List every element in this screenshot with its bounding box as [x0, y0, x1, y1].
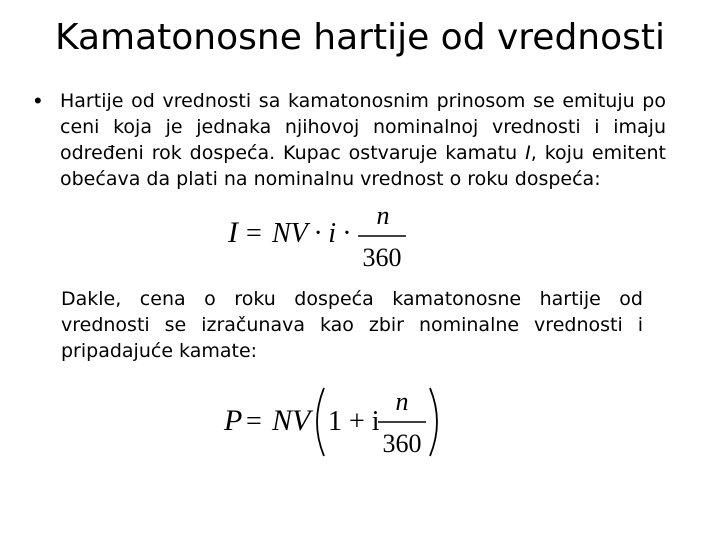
bullet-icon: • — [34, 88, 42, 113]
formula-1-rhs-term: NV · i · — [272, 218, 351, 249]
formula-2-factor: NV — [272, 404, 311, 437]
formula-2-left-paren — [317, 388, 324, 456]
paragraph-1-text-b: , koju emitent obećava da plati na nominalnu vrednost o roku dospeća: — [60, 142, 667, 190]
formula-2-lhs: P — [224, 404, 243, 437]
interest-variable: I — [525, 142, 531, 164]
formula-2-equals: = — [246, 406, 262, 437]
formula-1-numerator: n — [376, 201, 390, 230]
slide-title: Kamatonosne hartije od vrednosti — [54, 17, 666, 58]
formula-2-right-paren — [430, 388, 437, 456]
price-formula — [220, 382, 450, 462]
paragraph-1-text-a: Hartije od vrednosti sa kamatonosnim prinosom se emituju po ceni koja je jednaka njihovoj nominalnoj vrednosti i imaju određeni rok dospeća. Kupac ostvaruje kamatu — [60, 90, 666, 164]
paragraph-price-at-maturity: Dakle, cena o roku dospeća kamatonosne hartije od vrednosti se izračunava kao zbir nominalne vrednosti i pripadajuće kamate: — [61, 288, 643, 362]
interest-formula — [226, 200, 416, 276]
formula-1-denominator: 360 — [362, 243, 402, 272]
paragraph-interest-bearing — [60, 88, 666, 192]
formula-1-equals: = — [246, 218, 262, 249]
formula-2-numerator: n — [395, 387, 409, 416]
formula-2-one-plus-i: 1 + i — [328, 406, 380, 437]
formula-1-lhs: I — [228, 216, 238, 249]
formula-2-denominator: 360 — [382, 429, 422, 458]
